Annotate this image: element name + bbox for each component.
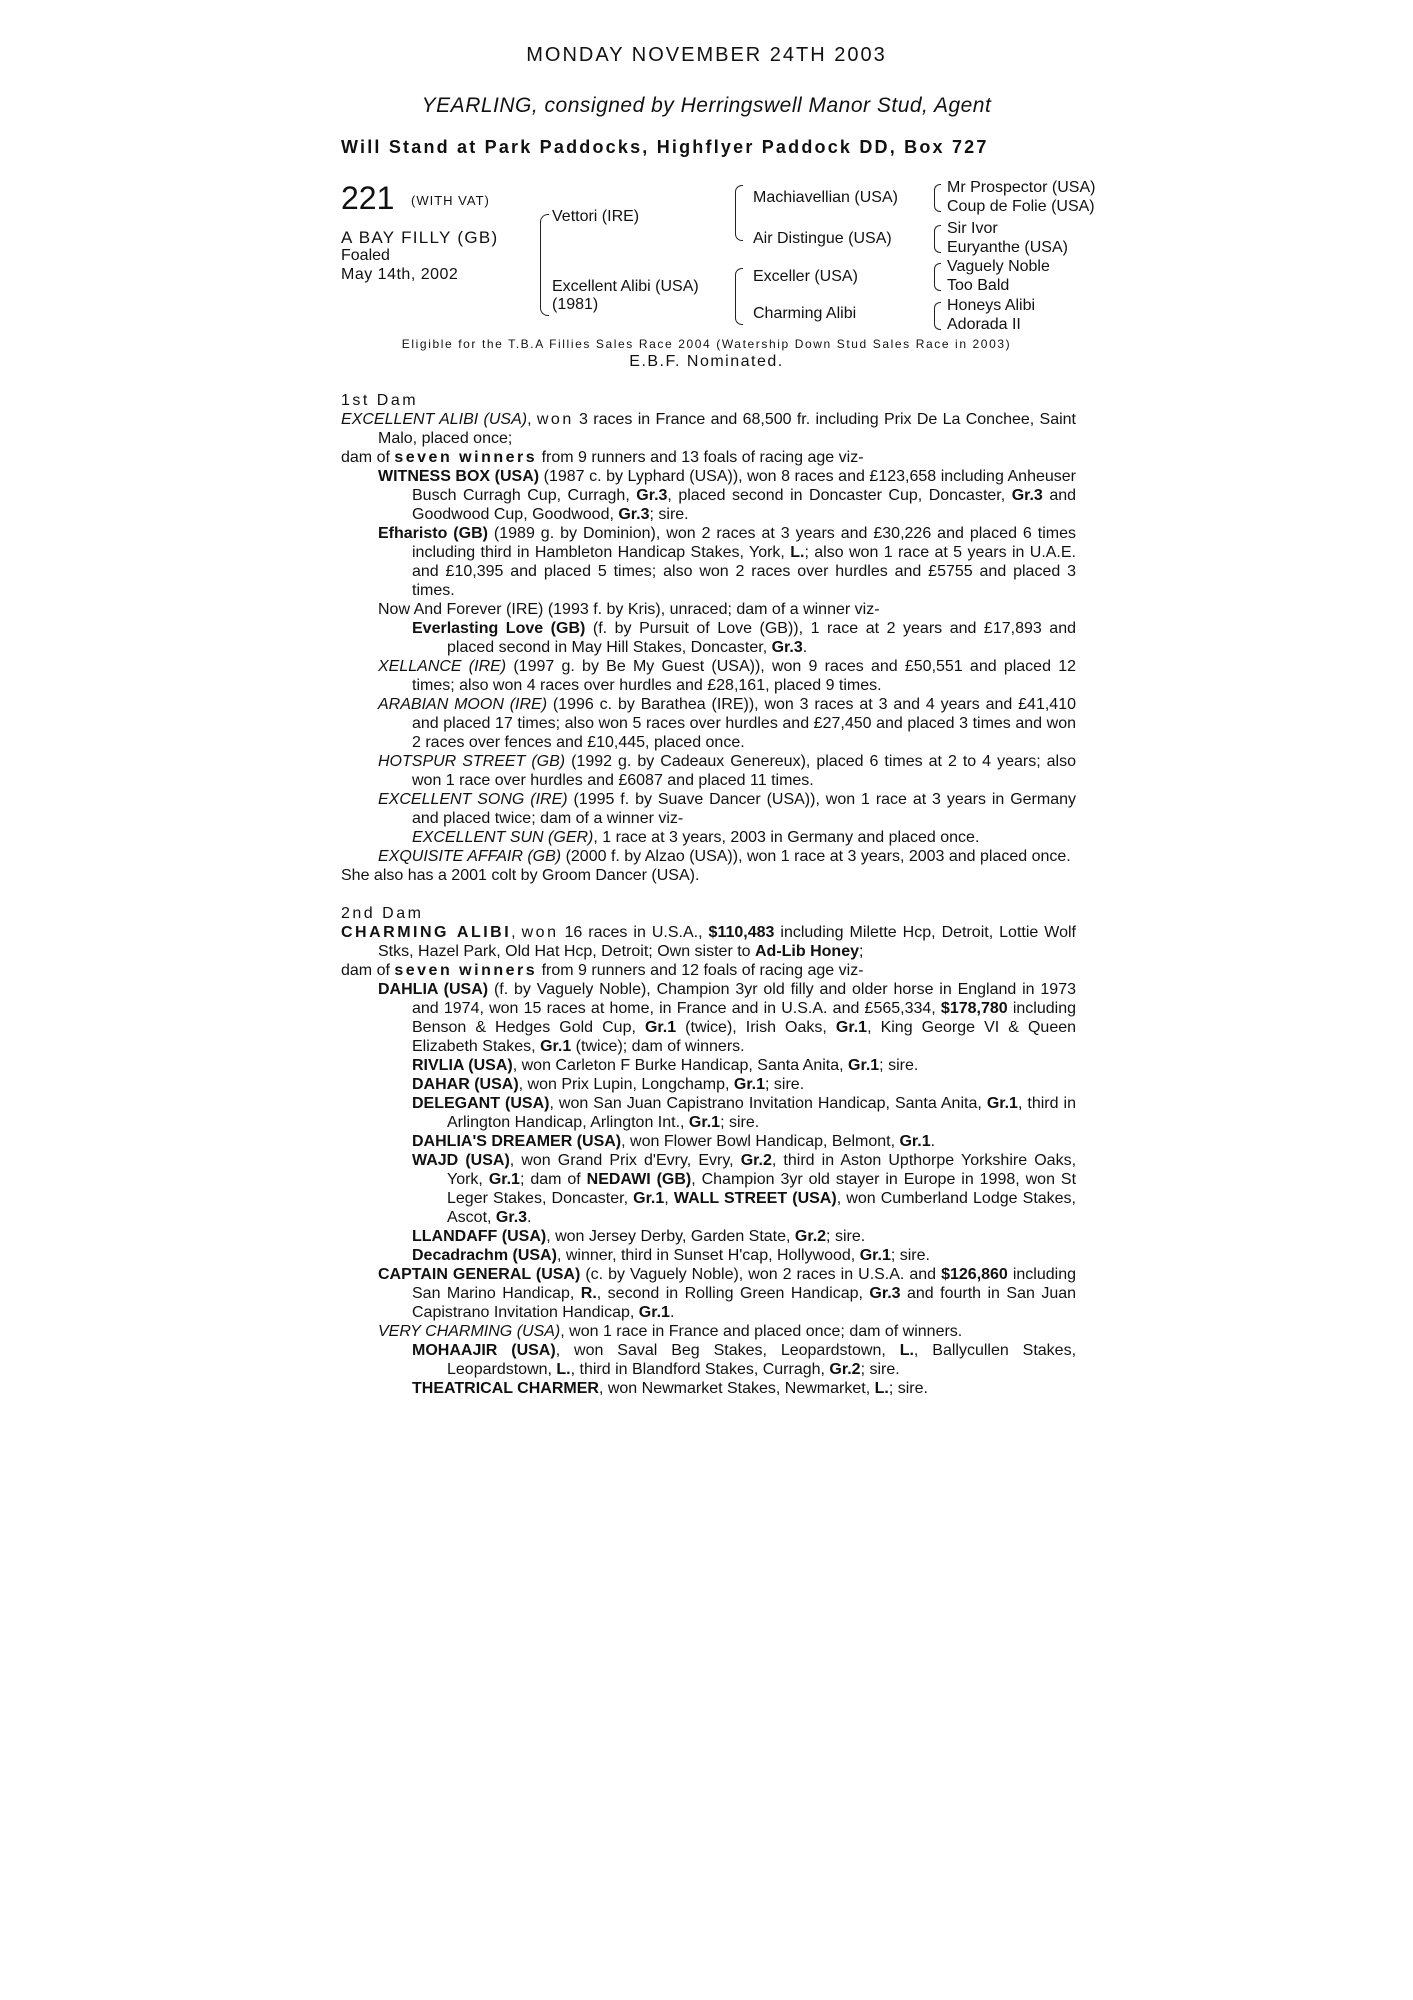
first-dam-summary: EXCELLENT ALIBI (USA), won 3 races in France and 68,500 fr. including Prix De La Conchee, Saint Malo, placed once;	[341, 411, 1076, 447]
produce-entry: WAJD (USA), won Grand Prix d'Evry, Evry, Gr.2, third in Aston Upthorpe Yorkshire Oaks, York, Gr.1; dam of NEDAWI (GB), Champion 3yr old stayer in Europe in 1998, won St Leger Stakes, Doncaster, Gr.1, WALL STREET (USA), won Cumberland Lodge Stakes, Ascot, Gr.3.	[412, 1152, 1077, 1226]
produce-note: She also has a 2001 colt by Groom Dancer (USA).	[341, 867, 700, 884]
horse-description: A BAY FILLY (GB)	[341, 228, 499, 247]
pedigree-g1: Mr Prospector (USA)	[947, 179, 1096, 196]
produce-entry: DELEGANT (USA), won San Juan Capistrano Invitation Handicap, Santa Anita, Gr.1, third in Arlington Handicap, Arlington Int., Gr.1; sire.	[412, 1095, 1076, 1131]
pedigree-sire: Vettori (IRE)	[552, 208, 640, 225]
produce-entry: DAHLIA'S DREAMER (USA), won Flower Bowl Handicap, Belmont, Gr.1.	[412, 1133, 936, 1150]
produce-entry: VERY CHARMING (USA), won 1 race in France and placed once; dam of winners.	[378, 1323, 963, 1340]
pedigree-brace-dam	[735, 268, 743, 325]
pedigree-sire-dam: Air Distingue (USA)	[753, 230, 892, 247]
pedigree-brace-sire	[735, 185, 743, 241]
second-dam-heading: 2nd Dam	[341, 905, 424, 922]
pedigree-dam-year: (1981)	[552, 296, 599, 313]
foaled-label: Foaled	[341, 247, 390, 264]
produce-entry: WITNESS BOX (USA) (1987 c. by Lyphard (USA)), won 8 races and £123,658 including Anheuser Busch Curragh Cup, Curragh, Gr.3, placed second in Doncaster Cup, Doncaster, Gr.3 and Goodwood Cup, Goodwood, Gr.3; sire.	[378, 468, 1077, 523]
produce-entry: LLANDAFF (USA), won Jersey Derby, Garden State, Gr.2; sire.	[412, 1228, 866, 1245]
lot-number: 221	[341, 180, 395, 216]
produce-entry: Efharisto (GB) (1989 g. by Dominion), won 2 races at 3 years and £30,226 and placed 6 times including third in Hambleton Handicap Stakes, York, L.; also won 1 race at 5 years in U.A.E. and £10,395 and placed 5 times; also won 2 races over hurdles and £5755 and placed 3 times.	[378, 525, 1077, 599]
pedigree-sire-sire: Machiavellian (USA)	[753, 189, 898, 206]
produce-entry: Everlasting Love (GB) (f. by Pursuit of Love (GB)), 1 race at 2 years and £17,893 and placed second in May Hill Stakes, Doncaster, Gr.3.	[412, 620, 1076, 656]
pedigree-brace-g1	[934, 184, 941, 212]
produce-entry: EXCELLENT SUN (GER), 1 race at 3 years, 2003 in Germany and placed once.	[412, 829, 980, 846]
pedigree-brace-g2	[934, 225, 941, 253]
produce-entry: HOTSPUR STREET (GB) (1992 g. by Cadeaux Genereux), placed 6 times at 2 to 4 years; also won 1 race over hurdles and £6087 and placed 11 times.	[378, 753, 1076, 789]
produce-entry: XELLANCE (IRE) (1997 g. by Be My Guest (USA)), won 9 races and £50,551 and placed 12 times; also won 4 races over hurdles and £28,161, placed 9 times.	[378, 658, 1076, 694]
consignment-line: YEARLING, consigned by Herringswell Manor Stud, Agent	[421, 94, 992, 117]
produce-record	[341, 391, 1076, 1398]
pedigree-g6: Too Bald	[947, 277, 1010, 294]
produce-entry: EXCELLENT SONG (IRE) (1995 f. by Suave Dancer (USA)), won 1 race at 3 years in Germany and placed twice; dam of a winner viz-	[378, 791, 1076, 827]
produce-entry: DAHLIA (USA) (f. by Vaguely Noble), Champion 3yr old filly and older horse in England in 1973 and 1974, won 15 races at home, in France and in U.S.A. and £565,334, $178,780 including Benson & Hedges Gold Cup, Gr.1 (twice), Irish Oaks, Gr.1, King George VI & Queen Elizabeth Stakes, Gr.1 (twice); dam of winners.	[378, 981, 1077, 1055]
foaled-date: May 14th, 2002	[341, 266, 459, 283]
pedigree-dam-dam: Charming Alibi	[753, 305, 857, 322]
produce-entry: ARABIAN MOON (IRE) (1996 c. by Barathea (IRE)), won 3 races at 3 and 4 years and £41,410 and placed 17 times; also won 5 races over hurdles and £27,450 and placed 3 times and won 2 races over fences and £10,445, placed once.	[378, 696, 1076, 751]
sale-date: MONDAY NOVEMBER 24TH 2003	[526, 44, 887, 66]
pedigree-brace-g4	[934, 302, 941, 330]
pedigree-g8: Adorada II	[947, 316, 1021, 333]
pedigree-brace-main	[540, 214, 549, 316]
produce-entry: RIVLIA (USA), won Carleton F Burke Handicap, Santa Anita, Gr.1; sire.	[412, 1057, 919, 1074]
second-dam-produce: dam of seven winners from 9 runners and 12 foals of racing age viz-	[341, 962, 864, 979]
first-dam-heading: 1st Dam	[341, 392, 419, 409]
produce-entry: DAHAR (USA), won Prix Lupin, Longchamp, Gr.1; sire.	[412, 1076, 805, 1093]
produce-entry: Decadrachm (USA), winner, third in Sunset H'cap, Hollywood, Gr.1; sire.	[412, 1247, 930, 1264]
pedigree-g3: Sir Ivor	[947, 220, 998, 237]
pedigree-g4: Euryanthe (USA)	[947, 239, 1068, 256]
produce-entry: Now And Forever (IRE) (1993 f. by Kris), unraced; dam of a winner viz-	[378, 601, 880, 618]
eligibility-note: Eligible for the T.B.A Fillies Sales Race 2004 (Watership Down Stud Sales Race in 2003)	[401, 337, 1012, 351]
vat-note: (WITH VAT)	[411, 193, 490, 208]
second-dam-summary: CHARMING ALIBI, won 16 races in U.S.A., $110,483 including Milette Hcp, Detroit, Lottie Wolf Stks, Hazel Park, Old Hat Hcp, Detroit; Own sister to Ad-Lib Honey;	[341, 924, 1077, 960]
produce-entry: EXQUISITE AFFAIR (GB) (2000 f. by Alzao (USA)), won 1 race at 3 years, 2003 and placed once.	[378, 848, 1071, 865]
pedigree-g2: Coup de Folie (USA)	[947, 198, 1095, 215]
pedigree-g7: Honeys Alibi	[947, 297, 1036, 314]
pedigree-dam-sire: Exceller (USA)	[753, 268, 858, 285]
pedigree-brace-g3	[934, 263, 941, 291]
stand-location: Will Stand at Park Paddocks, Highflyer Paddock DD, Box 727	[341, 137, 989, 157]
first-dam-produce: dam of seven winners from 9 runners and 13 foals of racing age viz-	[341, 449, 864, 466]
produce-entry: CAPTAIN GENERAL (USA) (c. by Vaguely Noble), won 2 races in U.S.A. and $126,860 including San Marino Handicap, R., second in Rolling Green Handicap, Gr.3 and fourth in San Juan Capistrano Invitation Handicap, Gr.1.	[378, 1266, 1077, 1321]
produce-entry: THEATRICAL CHARMER, won Newmarket Stakes, Newmarket, L.; sire.	[412, 1380, 928, 1397]
pedigree-g5: Vaguely Noble	[947, 258, 1050, 275]
ebf-nomination: E.B.F. Nominated.	[629, 353, 784, 370]
produce-entry: MOHAAJIR (USA), won Saval Beg Stakes, Leopardstown, L., Ballycullen Stakes, Leopardstown, L., third in Blandford Stakes, Curragh, Gr.2; sire.	[412, 1342, 1077, 1378]
pedigree-dam: Excellent Alibi (USA)	[552, 278, 699, 295]
